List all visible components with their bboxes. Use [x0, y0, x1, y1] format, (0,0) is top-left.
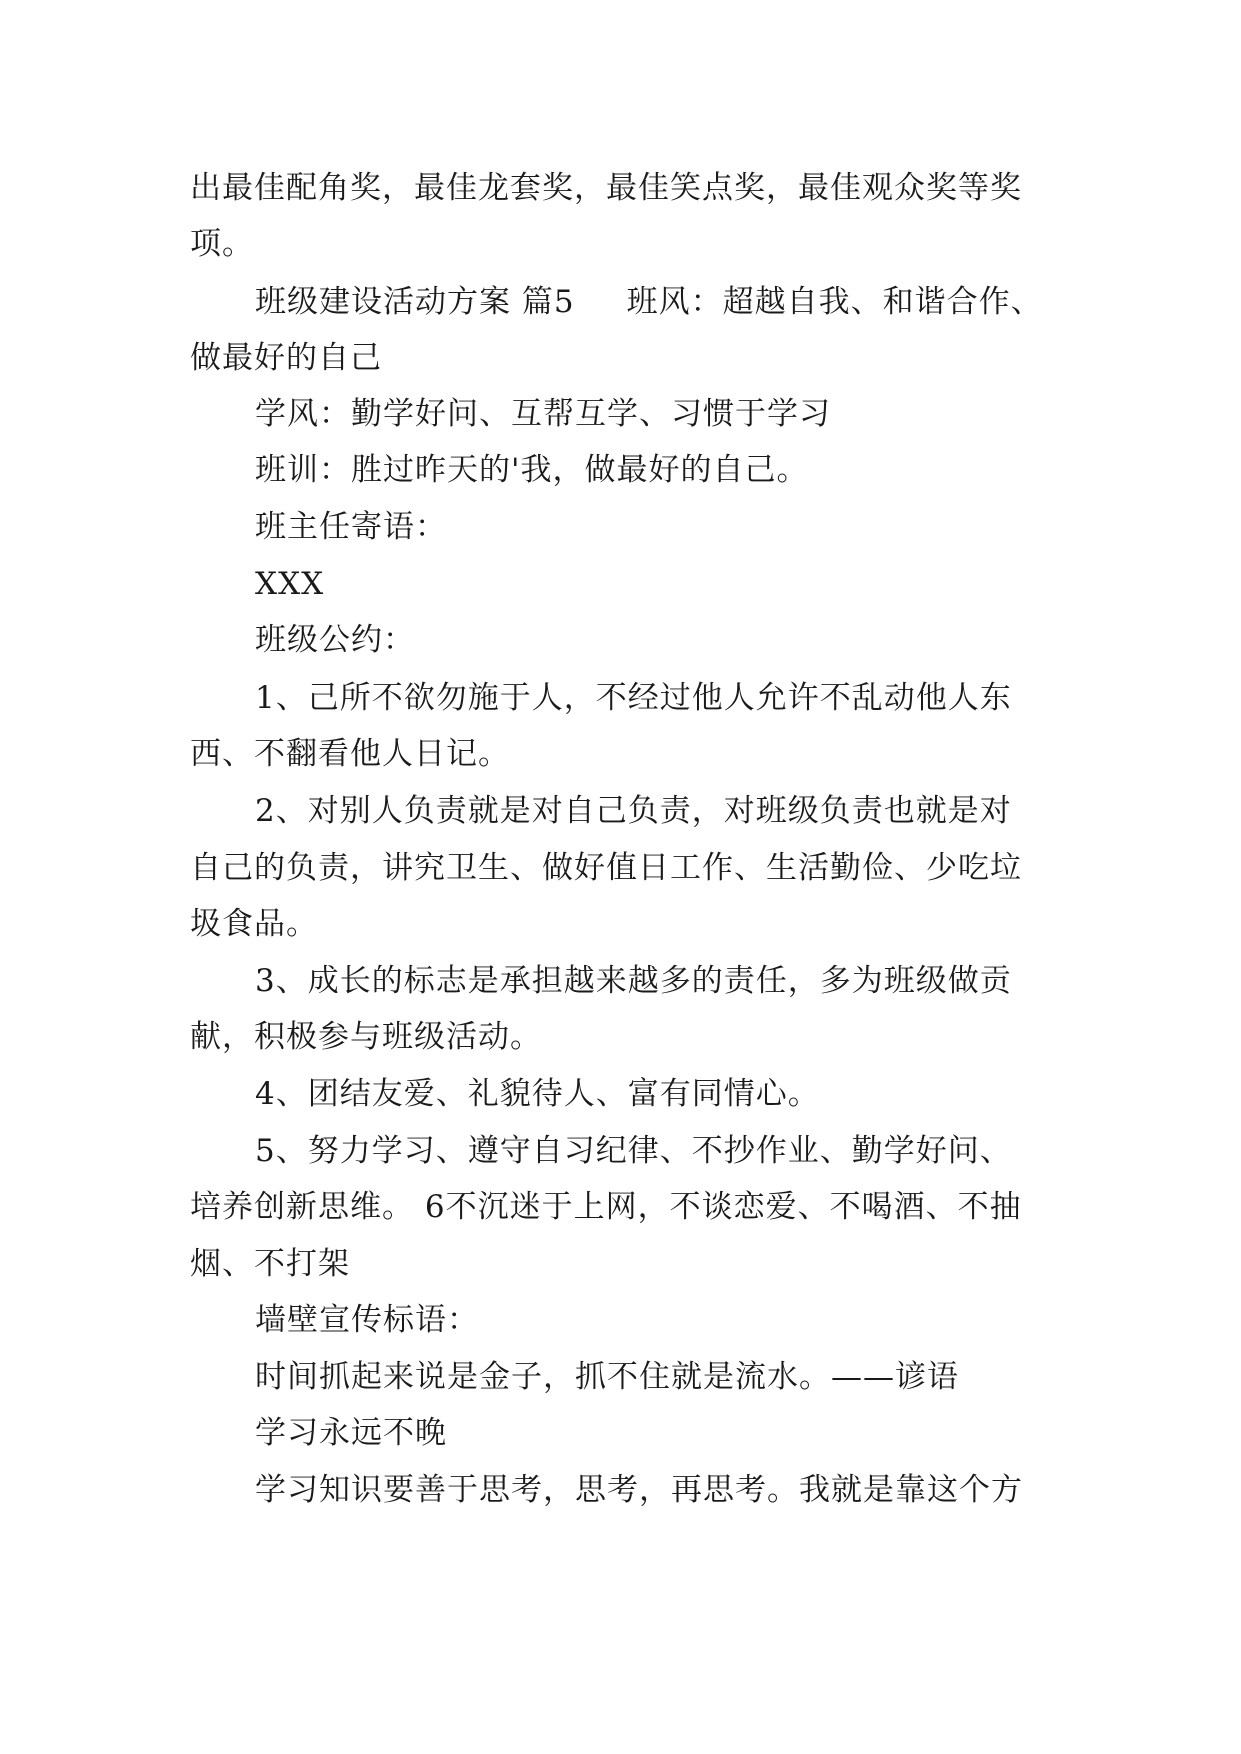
text-line: 学习知识要善于思考，思考，再思考。我就是靠这个方	[255, 1472, 1023, 1508]
text-line: 圾食品。	[190, 906, 318, 942]
text-line: 出最佳配角奖，最佳龙套奖，最佳笑点奖，最佳观众奖等奖	[190, 170, 1022, 206]
text-line: 5、努力学习、遵守自习纪律、不抄作业、勤学好问、	[255, 1133, 1012, 1169]
text-line: 时间抓起来说是金子，抓不住就是流水。——谚语	[255, 1359, 959, 1395]
text-line: 学习永远不晚	[255, 1415, 447, 1451]
text-line: 4、团结友爱、礼貌待人、富有同情心。	[255, 1076, 820, 1112]
text-line: 3、成长的标志是承担越来越多的责任，多为班级做贡	[255, 963, 1012, 999]
text-line: 献，积极参与班级活动。	[190, 1019, 542, 1055]
section-heading-line	[255, 282, 1043, 322]
text-line: 班级公约：	[255, 622, 415, 658]
text-line: 项。	[190, 226, 254, 262]
text-line: 班主任寄语：	[255, 509, 447, 545]
text-line: 烟、不打架	[190, 1246, 350, 1282]
section-heading: 班级建设活动方案 篇5	[255, 284, 575, 320]
text-line: 学风：勤学好问、互帮互学、习惯于学习	[255, 396, 831, 432]
text-line: 班风：超越自我、和谐合作、	[626, 284, 1043, 320]
text-line: 1、己所不欲勿施于人，不经过他人允许不乱动他人东	[255, 680, 1012, 716]
text-line: 做最好的自己	[190, 340, 382, 376]
text-line: 西、不翻看他人日记。	[190, 736, 510, 772]
text-line: 自己的负责，讲究卫生、做好值日工作、生活勤俭、少吃垃	[190, 850, 1022, 886]
text-line: 2、对别人负责就是对自己负责，对班级负责也就是对	[255, 793, 1012, 829]
text-line: 班训：胜过昨天的'我，做最好的自己。	[255, 452, 809, 488]
text-line: 墙壁宣传标语：	[255, 1302, 479, 1338]
text-line: 培养创新思维。 6不沉迷于上网，不谈恋爱、不喝酒、不抽	[190, 1189, 1022, 1225]
text-line: XXX	[255, 566, 325, 602]
